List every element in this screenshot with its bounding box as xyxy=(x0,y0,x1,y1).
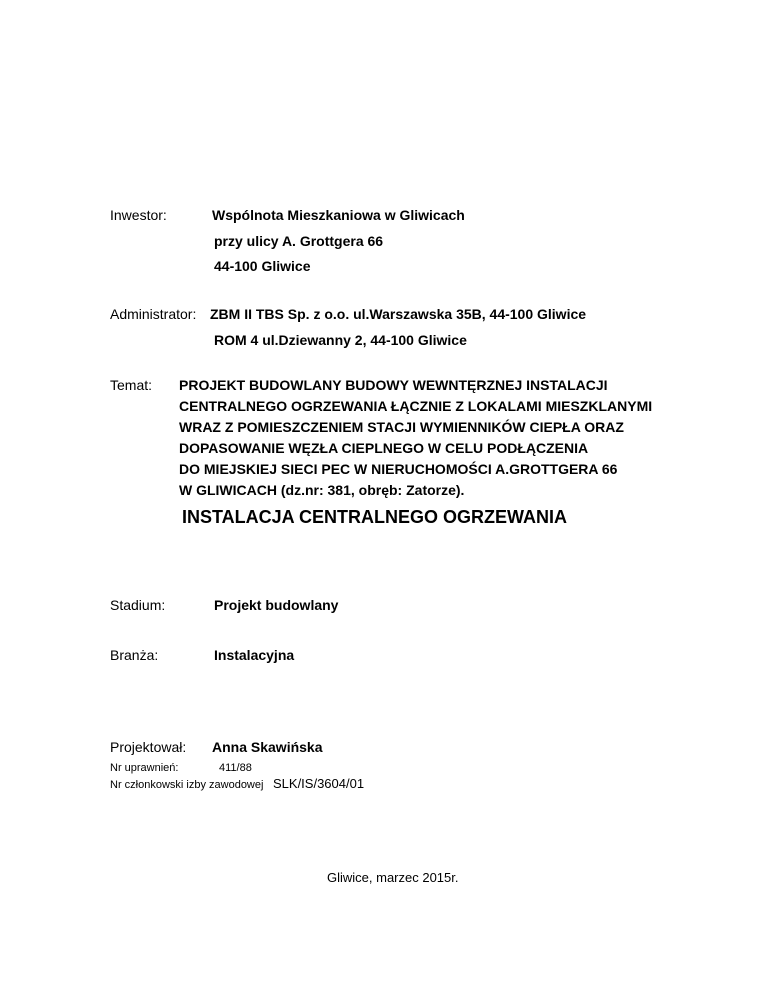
designer-label: Projektował: xyxy=(110,739,187,755)
topic-line: PROJEKT BUDOWLANY BUDOWY WEWNTĘRZNEJ INSTALACJI xyxy=(179,377,608,393)
designer-name: Anna Skawińska xyxy=(212,739,323,755)
branch-label: Branża: xyxy=(110,647,159,663)
topic-label: Temat: xyxy=(110,377,153,393)
topic-line: DOPASOWANIE WĘZŁA CIEPLNEGO W CELU PODŁĄCZENIA xyxy=(179,440,589,456)
license-label: Nr uprawnień: xyxy=(110,762,179,774)
stage-label: Stadium: xyxy=(110,597,166,613)
administrator-line-1: ZBM II TBS Sp. z o.o. ul.Warszawska 35B, 44-100 Gliwice xyxy=(210,306,587,322)
topic-line: CENTRALNEGO OGRZEWANIA ŁĄCZNIE Z LOKALAMI MIESZKLANYMI xyxy=(179,398,653,414)
investor-label: Inwestor: xyxy=(110,207,167,223)
place-date: Gliwice, marzec 2015r. xyxy=(327,870,459,885)
topic-line: W GLIWICACH (dz.nr: 381, obręb: Zatorze). xyxy=(179,482,465,498)
topic-heading: INSTALACJA CENTRALNEGO OGRZEWANIA xyxy=(182,507,567,527)
administrator-label: Administrator: xyxy=(110,306,197,322)
topic-line: WRAZ Z POMIESZCZENIEM STACJI WYMIENNIKÓW CIEPŁA ORAZ xyxy=(179,419,624,435)
branch-value: Instalacyjna xyxy=(214,647,295,663)
administrator-line-2: ROM 4 ul.Dziewanny 2, 44-100 Gliwice xyxy=(214,332,467,348)
investor-street: przy ulicy A. Grottgera 66 xyxy=(214,233,384,249)
member-label: Nr członkowski izby zawodowej xyxy=(110,779,264,791)
stage-value: Projekt budowlany xyxy=(214,597,339,613)
investor-city: 44-100 Gliwice xyxy=(214,258,311,274)
investor-name: Wspólnota Mieszkaniowa w Gliwicach xyxy=(212,207,465,223)
member-value: SLK/IS/3604/01 xyxy=(273,776,365,791)
license-value: 411/88 xyxy=(219,762,252,774)
topic-line: DO MIEJSKIEJ SIECI PEC W NIERUCHOMOŚCI A.GROTTGERA 66 xyxy=(179,461,618,477)
